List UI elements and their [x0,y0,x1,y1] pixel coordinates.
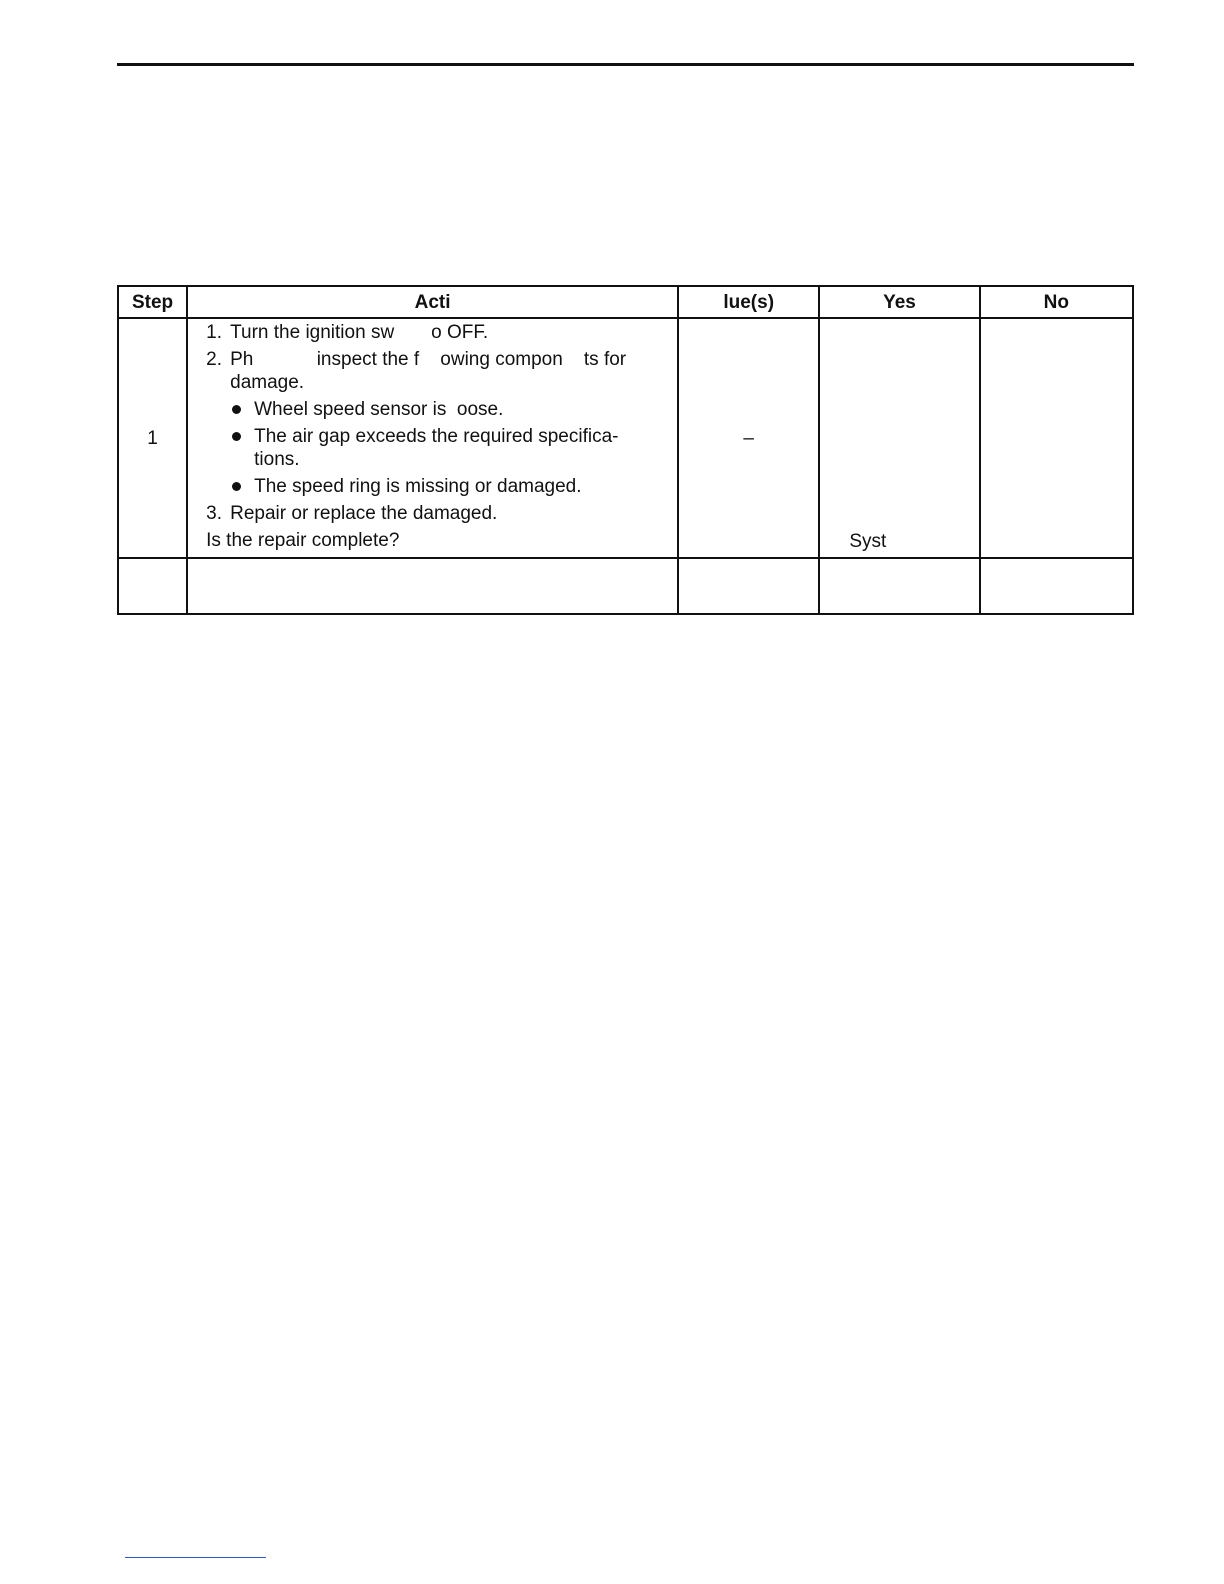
list-item [230,425,661,471]
yes-cell [819,558,979,614]
list-item [230,398,661,421]
action-step-item [206,502,661,525]
bullet-icon [230,475,254,498]
step-question: Is the repair complete? [206,530,400,551]
list-item-text: Wheel speed sensor is oose. [254,399,504,420]
item-number: 1. [206,322,222,343]
item-text: Ph inspect the f owing compon ts for damage. [230,349,632,393]
item-text: Repair or replace the damaged. [230,503,498,524]
list-item-text: The air gap exceeds the required specifica-tions. [254,426,619,470]
condition-list [230,398,661,498]
header-step: Step [118,286,187,318]
header-rule [117,63,1134,66]
table-row [118,318,1133,558]
list-item [230,475,661,498]
action-step-item [206,348,661,394]
no-cell [980,318,1133,558]
item-text: Turn the ignition sw o OFF. [230,322,489,343]
table-row [118,558,1133,614]
no-cell [980,558,1133,614]
step-number [118,558,187,614]
diagnostic-table [117,285,1134,615]
header-no: No [980,286,1133,318]
value-cell [678,558,819,614]
header-yes: Yes [819,286,979,318]
item-number: 3. [206,503,222,524]
action-step-item [206,321,661,344]
step-number: 1 [118,318,187,558]
action-cell [187,318,678,558]
value-cell: – [678,318,819,558]
footer-link-underline [125,1557,266,1558]
bullet-icon [230,398,254,421]
header-action: Acti [187,286,678,318]
yes-cell: Syst [819,318,979,558]
table-header-row [118,286,1133,318]
list-item-text: The speed ring is missing or damaged. [254,476,582,497]
header-values: lue(s) [678,286,819,318]
bullet-icon [230,425,254,471]
action-cell [187,558,678,614]
item-number: 2. [206,349,222,370]
